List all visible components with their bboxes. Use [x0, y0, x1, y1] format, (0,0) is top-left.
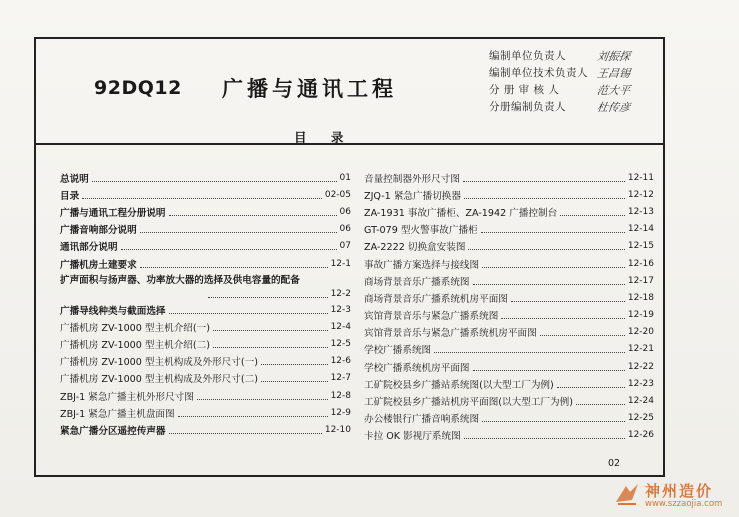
leader-dots [169, 426, 322, 434]
leader-dots [473, 277, 625, 285]
toc-entry-page: 12-14 [627, 224, 654, 235]
toc-entry-title: 扩声面积与扬声器、功率放大器的选择及供电容量的配备 [60, 275, 300, 287]
leader-dots [261, 374, 328, 382]
toc-entry-title: 办公楼银行广播音响系统图 [364, 414, 480, 426]
responsibility-label: 分 册 审 核 人 [489, 84, 560, 96]
leader-dots [557, 380, 625, 388]
responsibility-list [489, 47, 659, 115]
toc-entry-page: 12-24 [627, 396, 654, 407]
toc-entry [364, 203, 654, 220]
toc-entry-title: 工矿院校县乡广播站系统图(以大型工厂为例) [364, 379, 554, 391]
responsibility-row [489, 98, 659, 115]
toc-entry-page: 12-20 [627, 327, 654, 338]
toc-entry [60, 255, 351, 272]
toc-entry-title: 学校广播系统图 [364, 345, 432, 357]
toc-entry-title: 广播音响部分说明 [60, 225, 137, 237]
leader-dots [464, 191, 625, 199]
toc-entry-page: 12-4 [330, 321, 351, 332]
toc-entry-page: 12-7 [330, 373, 351, 384]
toc-entry-page: 12-15 [627, 241, 654, 252]
watermark-logo-icon [612, 480, 642, 510]
leader-dots [560, 208, 625, 216]
leader-dots [213, 340, 328, 348]
toc-entry-page: 12-6 [330, 356, 351, 367]
toc-right-column [364, 169, 654, 444]
toc-entry-title: 商场背景音乐广播系统图 [364, 276, 470, 288]
toc-entry-page: 12-19 [627, 310, 654, 321]
leader-dots [434, 345, 625, 353]
toc-entry-page: 12-25 [627, 413, 654, 424]
leader-dots [463, 174, 625, 182]
toc-entry-title: GT-079 型火警事故广播柜 [364, 225, 478, 237]
toc-entry [60, 318, 351, 335]
leader-dots [501, 311, 625, 319]
leader-dots [169, 306, 328, 314]
leader-dots [576, 397, 625, 405]
responsibility-label: 编制单位负责人 [489, 50, 566, 62]
leader-dots [213, 323, 328, 331]
leader-dots [121, 242, 337, 250]
toc-entry [364, 392, 654, 409]
leader-dots [464, 431, 625, 439]
toc-entry-page: 12-13 [627, 206, 654, 217]
toc-entry-page: 06 [339, 224, 351, 235]
toc-entry-page: 12-23 [627, 378, 654, 389]
atlas-title: 广播与通讯工程 [222, 76, 397, 101]
toc-entry [364, 255, 654, 272]
toc-entry-page: 12-21 [627, 344, 654, 355]
toc-entry [364, 324, 654, 341]
responsibility-row [489, 81, 659, 98]
toc-entry [60, 353, 351, 370]
watermark [612, 480, 732, 514]
toc-entry-page: 12-10 [324, 425, 351, 436]
leader-dots [540, 328, 625, 336]
toc-entry [60, 186, 351, 203]
toc-entry-page: 12-26 [627, 430, 654, 441]
leader-dots [197, 392, 328, 400]
toc-entry-page: 12-18 [627, 292, 654, 303]
watermark-name: 神州造价 [645, 482, 714, 500]
toc-entry-title: ZBJ-1 紧急广播主机盘面图 [60, 408, 175, 420]
toc-entry-page: 12-11 [627, 172, 654, 183]
toc-entry [60, 221, 351, 238]
toc-entry-title: ZBJ-1 紧急广播主机外形尺寸图 [60, 391, 194, 403]
watermark-url: www.szzaojia.com [645, 499, 723, 509]
leader-dots [82, 191, 322, 199]
toc-entry-title: 目录 [60, 190, 80, 202]
toc-entry [364, 427, 654, 444]
toc-entry-title: 商场背景音乐广播系统机房平面图 [364, 293, 508, 305]
toc-entry-continuation [60, 286, 351, 301]
toc-entry-page: 02-05 [324, 189, 351, 200]
toc-entry-page: 12-17 [627, 275, 654, 286]
toc-entry-title: 通讯部分说明 [60, 242, 118, 254]
leader-dots [169, 208, 337, 216]
toc-entry [364, 272, 654, 289]
toc-entry [364, 169, 654, 186]
toc-entry [60, 238, 351, 255]
toc-entry [364, 221, 654, 238]
responsibility-row [489, 64, 659, 81]
toc-entry-title: 音量控制器外形尺寸图 [364, 173, 460, 185]
toc-entry-page: 06 [339, 206, 351, 217]
toc-entry-page: 01 [339, 172, 351, 183]
leader-dots [482, 414, 625, 422]
toc-entry-title: 紧急广播分区遥控传声器 [60, 426, 166, 438]
toc-entry-title: 广播机房 ZV-1000 型主机介绍(一) [60, 322, 210, 334]
toc-entry [60, 301, 351, 318]
leader-dots [511, 294, 625, 302]
toc-entry [60, 421, 351, 438]
toc-entry-title: ZJQ-1 紧急广播切换器 [364, 190, 461, 202]
signature: 杜传彦 [596, 100, 631, 114]
toc-entry [60, 169, 351, 186]
toc-entry [364, 358, 654, 375]
toc-entry [60, 203, 351, 220]
toc-entry-page: 12-2 [330, 288, 351, 299]
leader-dots [473, 363, 625, 371]
toc-entry-title: 广播导线种类与截面选择 [60, 305, 166, 317]
toc-entry [364, 341, 654, 358]
toc-left-column [60, 169, 351, 439]
signature: 范大平 [596, 83, 631, 97]
toc-entry-title: ZA-1931 事故广播柜、ZA-1942 广播控制台 [364, 207, 558, 219]
responsibility-row [489, 47, 659, 64]
leader-dots [468, 242, 624, 250]
toc-entry [60, 272, 351, 286]
signature: 王昌锡 [596, 66, 631, 80]
page-number: 02 [608, 458, 621, 469]
toc-entry-title: 广播机房土建要求 [60, 259, 137, 271]
toc-entry-page: 12-16 [627, 258, 654, 269]
toc-entry-title: 广播机房 ZV-1000 型主机构成及外形尺寸(二) [60, 374, 258, 386]
toc-entry [60, 404, 351, 421]
toc-entry-page: 12-9 [330, 407, 351, 418]
toc-entry-title: 总说明 [60, 173, 89, 185]
leader-dots [140, 260, 328, 268]
leader-dots [481, 225, 625, 233]
toc-entry [364, 186, 654, 203]
toc-entry [60, 370, 351, 387]
leader-dots [140, 225, 337, 233]
toc-entry-title: 工矿院校县乡广播站机房平面图(以大型工厂为例) [364, 397, 573, 409]
toc-entry-title: 广播机房 ZV-1000 型主机介绍(二) [60, 340, 210, 352]
toc-entry [60, 336, 351, 353]
toc-entry-title: 广播与通讯工程分册说明 [60, 207, 166, 219]
toc-entry [60, 387, 351, 404]
leader-dots [261, 357, 328, 365]
toc-entry-title: ZA-2222 切换盒安装图 [364, 242, 466, 254]
responsibility-label: 分册编制负责人 [489, 101, 566, 113]
toc-entry-title: 宾馆背景音乐与紧急广播系统图 [364, 311, 499, 323]
toc-entry [364, 307, 654, 324]
leader-dots [208, 290, 328, 298]
leader-dots [178, 409, 328, 417]
toc-entry-page: 12-12 [627, 189, 654, 200]
toc-entry-title: 广播机房 ZV-1000 型主机构成及外形尺寸(一) [60, 357, 258, 369]
toc-entry [364, 238, 654, 255]
toc-entry [364, 375, 654, 392]
toc-entry [364, 289, 654, 306]
toc-entry-page: 12-22 [627, 361, 654, 372]
toc-entry-page: 12-1 [330, 258, 351, 269]
leader-dots [92, 174, 337, 182]
toc-entry-title: 事故广播方案选择与接线图 [364, 259, 480, 271]
leader-dots [482, 260, 625, 268]
toc-entry-title: 卡拉 OK 影视厅系统图 [364, 431, 461, 443]
toc-entry-page: 12-8 [330, 390, 351, 401]
toc-entry-title: 学校广播系统机房平面图 [364, 362, 470, 374]
responsibility-label: 编制单位技术负责人 [489, 67, 588, 79]
toc-heading: 目 录 [294, 130, 354, 145]
signature: 刘振探 [596, 49, 631, 63]
toc-entry [364, 410, 654, 427]
toc-entry-page: 12-5 [330, 339, 351, 350]
toc-entry-page: 12-3 [330, 304, 351, 315]
toc-entry-page: 07 [339, 241, 351, 252]
atlas-code: 92DQ12 [94, 77, 182, 99]
toc-entry-title: 宾馆背景音乐与紧急广播系统机房平面图 [364, 328, 537, 340]
